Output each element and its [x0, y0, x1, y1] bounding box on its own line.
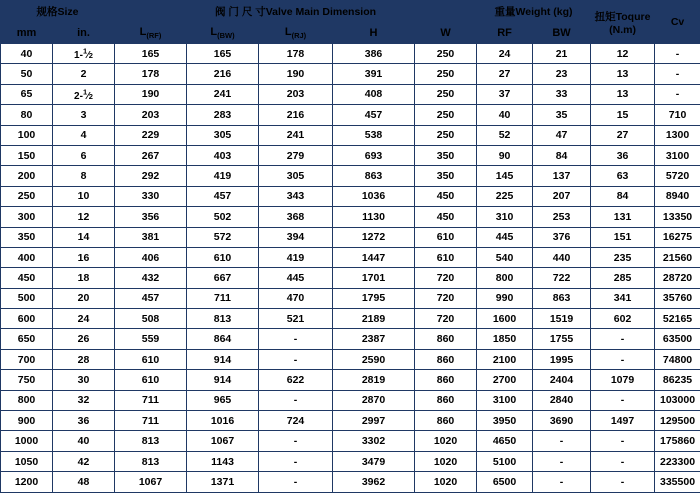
table-cell: - — [591, 451, 655, 471]
group-header-size: 规格Size — [1, 1, 115, 23]
table-cell: 35 — [533, 105, 591, 125]
table-cell: 445 — [259, 268, 333, 288]
table-cell: 24 — [477, 44, 533, 64]
table-cell: 37 — [477, 84, 533, 104]
column-header-l-bw: $L_{(BW)}$ — [187, 23, 259, 44]
table-cell: 450 — [415, 186, 477, 206]
table-cell: 216 — [259, 105, 333, 125]
table-cell: 863 — [333, 166, 415, 186]
table-cell: 129500 — [655, 411, 700, 431]
table-cell: 386 — [333, 44, 415, 64]
table-cell: 145 — [477, 166, 533, 186]
table-cell: 28 — [53, 349, 115, 369]
table-cell: 8940 — [655, 186, 700, 206]
table-cell: 1850 — [477, 329, 533, 349]
table-cell: 1795 — [333, 288, 415, 308]
table-cell: 720 — [415, 288, 477, 308]
table-cell: 8 — [53, 166, 115, 186]
table-cell: 2387 — [333, 329, 415, 349]
table-cell: 65 — [1, 84, 53, 104]
table-cell: 150 — [1, 145, 53, 165]
table-cell: 14 — [53, 227, 115, 247]
table-cell: 250 — [1, 186, 53, 206]
table-cell: 63500 — [655, 329, 700, 349]
table-row — [1, 431, 700, 451]
table-cell: 225 — [477, 186, 533, 206]
table-cell: 235 — [591, 247, 655, 267]
table-cell: 860 — [415, 349, 477, 369]
table-cell: 1447 — [333, 247, 415, 267]
table-cell: 650 — [1, 329, 53, 349]
table-cell: 1016 — [187, 411, 259, 431]
table-cell: 457 — [115, 288, 187, 308]
table-cell: 711 — [115, 390, 187, 410]
table-row — [1, 309, 700, 329]
table-cell: 457 — [333, 105, 415, 125]
table-cell: 178 — [115, 64, 187, 84]
table-row — [1, 451, 700, 471]
table-cell: 419 — [259, 247, 333, 267]
table-cell: 2-$^1$⁄2 — [53, 84, 115, 104]
table-cell: 521 — [259, 309, 333, 329]
table-cell: 3950 — [477, 411, 533, 431]
table-cell: 860 — [415, 390, 477, 410]
table-cell: 21560 — [655, 247, 700, 267]
group-header-dimension: 阀 门 尺 寸Valve Main Dimension — [115, 1, 477, 23]
table-cell: 863 — [533, 288, 591, 308]
table-cell: 350 — [1, 227, 53, 247]
table-cell: 285 — [591, 268, 655, 288]
table-cell: 813 — [115, 431, 187, 451]
table-cell: 74800 — [655, 349, 700, 369]
table-cell: 103000 — [655, 390, 700, 410]
table-cell: 63 — [591, 166, 655, 186]
table-cell: 343 — [259, 186, 333, 206]
table-cell: 1755 — [533, 329, 591, 349]
table-cell: 667 — [187, 268, 259, 288]
table-row — [1, 288, 700, 308]
table-cell: 36 — [53, 411, 115, 431]
table-row — [1, 227, 700, 247]
column-header-in: in. — [53, 23, 115, 44]
table-cell: 241 — [259, 125, 333, 145]
table-cell: 860 — [415, 370, 477, 390]
column-header-h: H — [333, 23, 415, 44]
table-cell: 305 — [259, 166, 333, 186]
table-cell: 4 — [53, 125, 115, 145]
table-cell: 16 — [53, 247, 115, 267]
table-cell: 990 — [477, 288, 533, 308]
table-cell: 720 — [415, 268, 477, 288]
table-row — [1, 186, 700, 206]
table-cell: 1020 — [415, 431, 477, 451]
column-header-l-rf-sub: (RF) — [146, 31, 162, 41]
table-cell: - — [591, 472, 655, 492]
table-cell: 1020 — [415, 472, 477, 492]
table-cell: 1497 — [591, 411, 655, 431]
table-cell: 350 — [415, 145, 477, 165]
table-cell: 2700 — [477, 370, 533, 390]
table-cell: 86235 — [655, 370, 700, 390]
table-cell: 1036 — [333, 186, 415, 206]
column-header-bw: BW — [533, 23, 591, 44]
table-cell: 10 — [53, 186, 115, 206]
table-cell: 1701 — [333, 268, 415, 288]
table-cell: 190 — [115, 84, 187, 104]
table-cell: 508 — [115, 309, 187, 329]
table-cell: 408 — [333, 84, 415, 104]
group-header-row — [1, 1, 700, 23]
table-cell: 3962 — [333, 472, 415, 492]
table-cell: 292 — [115, 166, 187, 186]
table-cell: 36 — [591, 145, 655, 165]
table-cell: 3100 — [655, 145, 700, 165]
table-row — [1, 44, 700, 64]
table-cell: 2404 — [533, 370, 591, 390]
table-row — [1, 105, 700, 125]
table-cell: 5720 — [655, 166, 700, 186]
column-header-l-bw-sub: (BW) — [217, 31, 235, 41]
table-cell: 6 — [53, 145, 115, 165]
table-cell: 500 — [1, 288, 53, 308]
table-cell: 48 — [53, 472, 115, 492]
table-cell: 1000 — [1, 431, 53, 451]
table-cell: 600 — [1, 309, 53, 329]
table-cell: 241 — [187, 84, 259, 104]
table-row — [1, 247, 700, 267]
table-cell: 279 — [259, 145, 333, 165]
table-cell: 419 — [187, 166, 259, 186]
column-header-rf: RF — [477, 23, 533, 44]
table-cell: 32 — [53, 390, 115, 410]
table-cell: 40 — [477, 105, 533, 125]
table-cell: 52165 — [655, 309, 700, 329]
table-cell: 27 — [591, 125, 655, 145]
table-cell: 3479 — [333, 451, 415, 471]
table-cell: 100 — [1, 125, 53, 145]
table-cell: 914 — [187, 349, 259, 369]
table-row — [1, 166, 700, 186]
table-cell: 1600 — [477, 309, 533, 329]
table-cell: 432 — [115, 268, 187, 288]
table-cell: 12 — [591, 44, 655, 64]
table-cell: 914 — [187, 370, 259, 390]
table-cell: 356 — [115, 207, 187, 227]
table-cell: 602 — [591, 309, 655, 329]
table-cell: 13 — [591, 64, 655, 84]
group-header-cv: Cv — [655, 1, 700, 44]
table-cell: 229 — [115, 125, 187, 145]
table-cell: 305 — [187, 125, 259, 145]
table-cell: 376 — [533, 227, 591, 247]
table-cell: 1-$^1$⁄2 — [53, 44, 115, 64]
table-cell: 4650 — [477, 431, 533, 451]
table-cell: 165 — [187, 44, 259, 64]
table-cell: 403 — [187, 145, 259, 165]
table-cell: 860 — [415, 411, 477, 431]
table-cell: 800 — [1, 390, 53, 410]
table-cell: 900 — [1, 411, 53, 431]
table-cell: 622 — [259, 370, 333, 390]
table-cell: 3690 — [533, 411, 591, 431]
table-cell: 711 — [187, 288, 259, 308]
table-cell: 33 — [533, 84, 591, 104]
table-cell: 52 — [477, 125, 533, 145]
table-cell: 710 — [655, 105, 700, 125]
table-cell: - — [655, 64, 700, 84]
table-cell: 450 — [415, 207, 477, 227]
table-cell: 253 — [533, 207, 591, 227]
table-cell: - — [259, 451, 333, 471]
table-cell: 20 — [53, 288, 115, 308]
table-row — [1, 411, 700, 431]
table-cell: 216 — [187, 64, 259, 84]
table-cell: - — [259, 349, 333, 369]
table-header — [1, 1, 700, 44]
table-cell: 178 — [259, 44, 333, 64]
table-cell: 813 — [115, 451, 187, 471]
table-cell: 131 — [591, 207, 655, 227]
table-cell: 1067 — [187, 431, 259, 451]
table-cell: 13350 — [655, 207, 700, 227]
table-cell: 3 — [53, 105, 115, 125]
table-cell: 250 — [415, 125, 477, 145]
table-cell: 267 — [115, 145, 187, 165]
table-cell: 1995 — [533, 349, 591, 369]
table-cell: 572 — [187, 227, 259, 247]
table-cell: 250 — [415, 44, 477, 64]
table-cell: 445 — [477, 227, 533, 247]
table-cell: 813 — [187, 309, 259, 329]
table-row — [1, 472, 700, 492]
table-cell: 693 — [333, 145, 415, 165]
table-cell: 350 — [415, 166, 477, 186]
table-cell: 3100 — [477, 390, 533, 410]
table-cell: 250 — [415, 105, 477, 125]
table-row — [1, 125, 700, 145]
table-cell: 610 — [115, 349, 187, 369]
table-cell: 200 — [1, 166, 53, 186]
table-cell: 1143 — [187, 451, 259, 471]
column-header-w: W — [415, 23, 477, 44]
table-cell: 341 — [591, 288, 655, 308]
table-body — [1, 44, 700, 493]
table-cell: 175860 — [655, 431, 700, 451]
column-header-l-rj-sub: (RJ) — [291, 31, 307, 41]
table-cell: 538 — [333, 125, 415, 145]
table-cell: 1050 — [1, 451, 53, 471]
table-cell: 2840 — [533, 390, 591, 410]
table-cell: - — [259, 329, 333, 349]
table-cell: 440 — [533, 247, 591, 267]
table-cell: 223300 — [655, 451, 700, 471]
table-cell: 610 — [415, 227, 477, 247]
table-cell: 1300 — [655, 125, 700, 145]
table-cell: - — [591, 431, 655, 451]
table-cell: 21 — [533, 44, 591, 64]
table-cell: 711 — [115, 411, 187, 431]
table-cell: 457 — [187, 186, 259, 206]
table-cell: 864 — [187, 329, 259, 349]
table-cell: 40 — [1, 44, 53, 64]
table-cell: 400 — [1, 247, 53, 267]
table-cell: - — [259, 390, 333, 410]
table-cell: 13 — [591, 84, 655, 104]
table-cell: 84 — [591, 186, 655, 206]
table-cell: 47 — [533, 125, 591, 145]
table-cell: 2590 — [333, 349, 415, 369]
table-cell: 16275 — [655, 227, 700, 247]
table-cell: 42 — [53, 451, 115, 471]
table-cell: 23 — [533, 64, 591, 84]
table-cell: 860 — [415, 329, 477, 349]
table-cell: 12 — [53, 207, 115, 227]
table-cell: 406 — [115, 247, 187, 267]
table-cell: 1519 — [533, 309, 591, 329]
table-cell: 250 — [415, 84, 477, 104]
table-row — [1, 329, 700, 349]
table-cell: 40 — [53, 431, 115, 451]
table-cell: 720 — [415, 309, 477, 329]
table-cell: 207 — [533, 186, 591, 206]
group-header-weight: 重量Weight (kg) — [477, 1, 591, 23]
table-cell: 5100 — [477, 451, 533, 471]
table-cell: - — [655, 44, 700, 64]
table-row — [1, 390, 700, 410]
table-cell: 1079 — [591, 370, 655, 390]
table-cell: 3302 — [333, 431, 415, 451]
table-row — [1, 370, 700, 390]
table-cell: 1020 — [415, 451, 477, 471]
table-cell: 368 — [259, 207, 333, 227]
table-cell: - — [259, 472, 333, 492]
table-cell: 559 — [115, 329, 187, 349]
table-cell: 6500 — [477, 472, 533, 492]
table-cell: 1200 — [1, 472, 53, 492]
table-cell: - — [533, 451, 591, 471]
table-cell: - — [533, 431, 591, 451]
table-cell: 283 — [187, 105, 259, 125]
table-cell: 1130 — [333, 207, 415, 227]
table-cell: 381 — [115, 227, 187, 247]
table-cell: 540 — [477, 247, 533, 267]
table-cell: - — [591, 390, 655, 410]
group-header-torque: 扭矩Toqure (N.m) — [591, 1, 655, 44]
table-cell: 450 — [1, 268, 53, 288]
table-row — [1, 145, 700, 165]
table-cell: 722 — [533, 268, 591, 288]
table-cell: 2819 — [333, 370, 415, 390]
table-cell: 502 — [187, 207, 259, 227]
table-cell: 190 — [259, 64, 333, 84]
table-cell: 165 — [115, 44, 187, 64]
table-row — [1, 268, 700, 288]
table-cell: - — [533, 472, 591, 492]
table-cell: 250 — [415, 64, 477, 84]
table-row — [1, 207, 700, 227]
table-row — [1, 349, 700, 369]
table-cell: 700 — [1, 349, 53, 369]
table-cell: 965 — [187, 390, 259, 410]
table-cell: 90 — [477, 145, 533, 165]
table-cell: 750 — [1, 370, 53, 390]
table-cell: 2870 — [333, 390, 415, 410]
table-row — [1, 84, 700, 104]
column-header-mm: mm — [1, 23, 53, 44]
column-header-l-rf: $L_{(RF)}$ — [115, 23, 187, 44]
table-cell: 610 — [415, 247, 477, 267]
table-cell: 470 — [259, 288, 333, 308]
table-cell: 203 — [115, 105, 187, 125]
table-cell: - — [655, 84, 700, 104]
table-cell: 137 — [533, 166, 591, 186]
table-cell: 50 — [1, 64, 53, 84]
table-cell: 27 — [477, 64, 533, 84]
table-cell: 1272 — [333, 227, 415, 247]
table-cell: 80 — [1, 105, 53, 125]
table-cell: 2189 — [333, 309, 415, 329]
table-row — [1, 64, 700, 84]
table-cell: 35760 — [655, 288, 700, 308]
table-cell: 1371 — [187, 472, 259, 492]
table-cell: 84 — [533, 145, 591, 165]
table-cell: 151 — [591, 227, 655, 247]
table-cell: 28720 — [655, 268, 700, 288]
table-cell: 724 — [259, 411, 333, 431]
table-cell: 203 — [259, 84, 333, 104]
table-cell: 1067 — [115, 472, 187, 492]
table-cell: 2997 — [333, 411, 415, 431]
table-cell: 800 — [477, 268, 533, 288]
table-cell: - — [259, 431, 333, 451]
table-cell: - — [591, 329, 655, 349]
table-cell: 2 — [53, 64, 115, 84]
table-cell: 15 — [591, 105, 655, 125]
table-cell: - — [591, 349, 655, 369]
table-cell: 610 — [187, 247, 259, 267]
table-cell: 391 — [333, 64, 415, 84]
table-cell: 26 — [53, 329, 115, 349]
table-cell: 30 — [53, 370, 115, 390]
table-cell: 610 — [115, 370, 187, 390]
table-cell: 335500 — [655, 472, 700, 492]
table-cell: 330 — [115, 186, 187, 206]
table-cell: 2100 — [477, 349, 533, 369]
table-cell: 300 — [1, 207, 53, 227]
table-cell: 24 — [53, 309, 115, 329]
table-cell: 310 — [477, 207, 533, 227]
column-header-l-rj: $L_{(RJ)}$ — [259, 23, 333, 44]
table-cell: 18 — [53, 268, 115, 288]
table-cell: 394 — [259, 227, 333, 247]
